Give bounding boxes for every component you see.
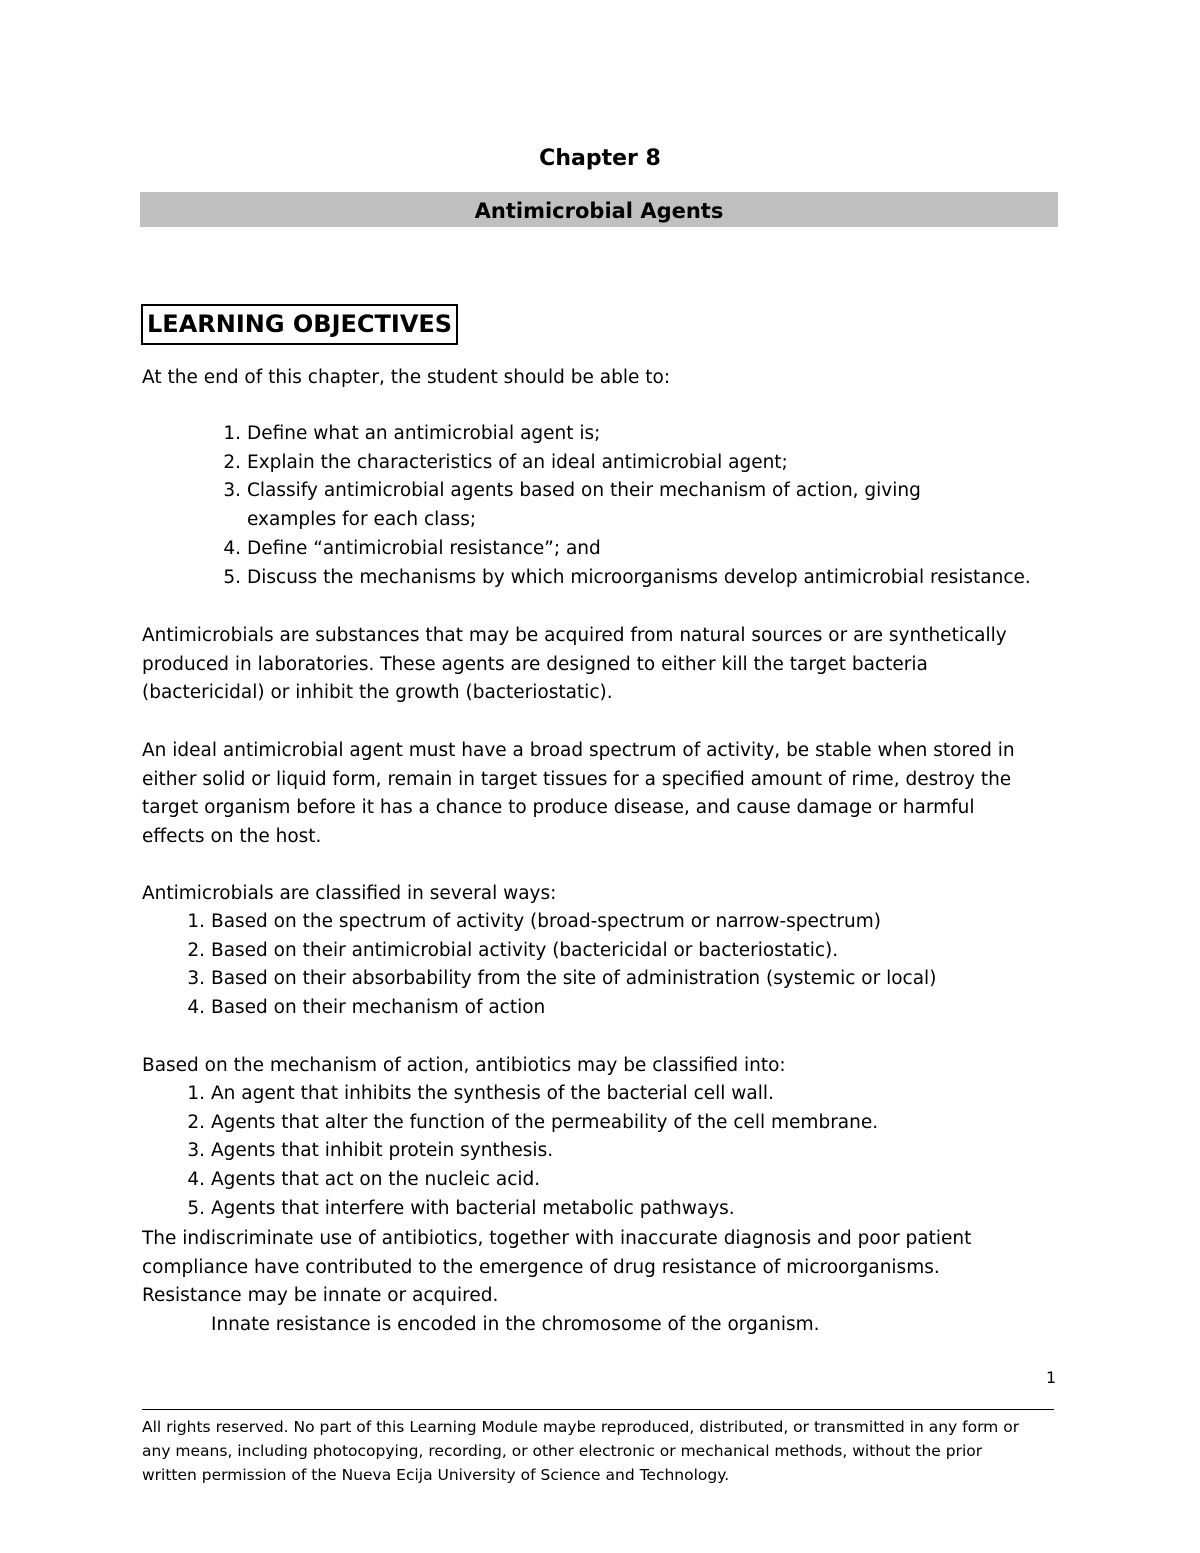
list-item [223,564,1067,593]
list-number: 2. [187,939,205,961]
list-text: Define “antimicrobial resistance”; and [247,537,601,559]
footer-line: any means, including photocopying, recording, or other electronic or mechanical methods, without the prior [142,1442,983,1460]
list-number: 4. [187,1169,205,1191]
paragraph-definition [142,622,1007,708]
list-text: Agents that alter the function of the permeability of the cell membrane. [211,1111,879,1133]
list-text: Based on their absorbability from the site of administration (systemic or local) [211,968,937,990]
classification-list [187,908,1071,1023]
list-number: 3. [187,1140,205,1162]
copyright-footer [142,1415,1054,1487]
list-item [187,1080,1071,1109]
list-item [223,420,1067,449]
paragraph-line: (bactericidal) or inhibit the growth (bacteriostatic). [142,682,613,704]
paragraph-line: target organism before it has a chance to produce disease, and cause damage or harmful [142,797,975,819]
list-text: Agents that interfere with bacterial metabolic pathways. [211,1197,735,1219]
paragraph-line: Antimicrobials are substances that may be acquired from natural sources or are synthetically [142,625,1007,646]
list-number: 1. [223,423,241,444]
chapter-title: Antimicrobial Agents [474,199,724,223]
list-item [223,449,1067,478]
paragraph-line: produced in laboratories. These agents are designed to either kill the target bacteria [142,653,928,675]
list-item [187,937,1071,966]
list-number: 1. [187,911,205,932]
paragraph-line: The indiscriminate use of antibiotics, together with inaccurate diagnosis and poor patient [142,1228,972,1249]
list-number: 2. [223,451,241,473]
paragraph-line: compliance have contributed to the emergence of drug resistance of microorganisms. [142,1256,940,1278]
learning-objectives-heading: LEARNING OBJECTIVES [141,304,458,345]
objectives-list [223,420,1067,592]
footer-divider [142,1409,1054,1410]
list-text: Based on their mechanism of action [211,997,546,1019]
classification-intro: Antimicrobials are classified in several ways: [142,883,557,904]
list-text: Based on their antimicrobial activity (bactericidal or bacteriostatic). [211,939,839,961]
footer-line: All rights reserved. No part of this Learning Module maybe reproduced, distributed, or transmitted in any form or [142,1418,1020,1436]
paragraph-line: effects on the host. [142,826,322,848]
list-item [223,477,1067,534]
list-item [187,994,1071,1023]
objectives-intro: At the end of this chapter, the student should be able to: [142,367,671,388]
list-item [187,1109,1071,1138]
list-text: Agents that act on the nucleic acid. [211,1169,541,1191]
list-number: 5. [187,1197,205,1219]
list-text: Discuss the mechanisms by which microorganisms develop antimicrobial resistance. [247,566,1031,588]
footer-line: written permission of the Nueva Ecija University of Science and Technology. [142,1466,730,1484]
list-number: 3. [187,968,205,990]
list-item [187,1137,1071,1166]
paragraph-ideal-agent [142,737,1015,852]
chapter-label: Chapter 8 [539,146,661,171]
list-text: Classify antimicrobial agents based on their mechanism of action, giving [247,480,921,502]
innate-resistance-line: Innate resistance is encoded in the chromosome of the organism. [211,1314,820,1335]
list-item [187,1166,1071,1195]
list-text: Agents that inhibit protein synthesis. [211,1140,554,1162]
mechanism-intro: Based on the mechanism of action, antibiotics may be classified into: [142,1055,786,1076]
list-item [187,908,1071,937]
list-number: 5. [223,566,241,588]
list-item [187,965,1071,994]
list-text: Define what an antimicrobial agent is; [247,423,601,444]
paragraph-line: either solid or liquid form, remain in target tissues for a specified amount of rime, destroy the [142,768,1012,790]
list-number: 3. [223,480,241,502]
list-number: 4. [187,997,205,1019]
list-text: An agent that inhibits the synthesis of the bacterial cell wall. [211,1083,774,1104]
page-number: 1 [1046,1368,1057,1387]
list-item [223,535,1067,564]
paragraph-line: Resistance may be innate or acquired. [142,1285,499,1307]
list-number: 2. [187,1111,205,1133]
paragraph-resistance [142,1225,971,1311]
paragraph-line: An ideal antimicrobial agent must have a broad spectrum of activity, be stable when stored in [142,740,1015,761]
mechanism-list [187,1080,1071,1224]
list-item [187,1195,1071,1224]
list-text: Explain the characteristics of an ideal antimicrobial agent; [247,451,788,473]
list-text: Based on the spectrum of activity (broad-spectrum or narrow-spectrum) [211,911,881,932]
list-number: 1. [187,1083,205,1104]
list-number: 4. [223,537,241,559]
list-text-continued: examples for each class; [247,509,477,531]
